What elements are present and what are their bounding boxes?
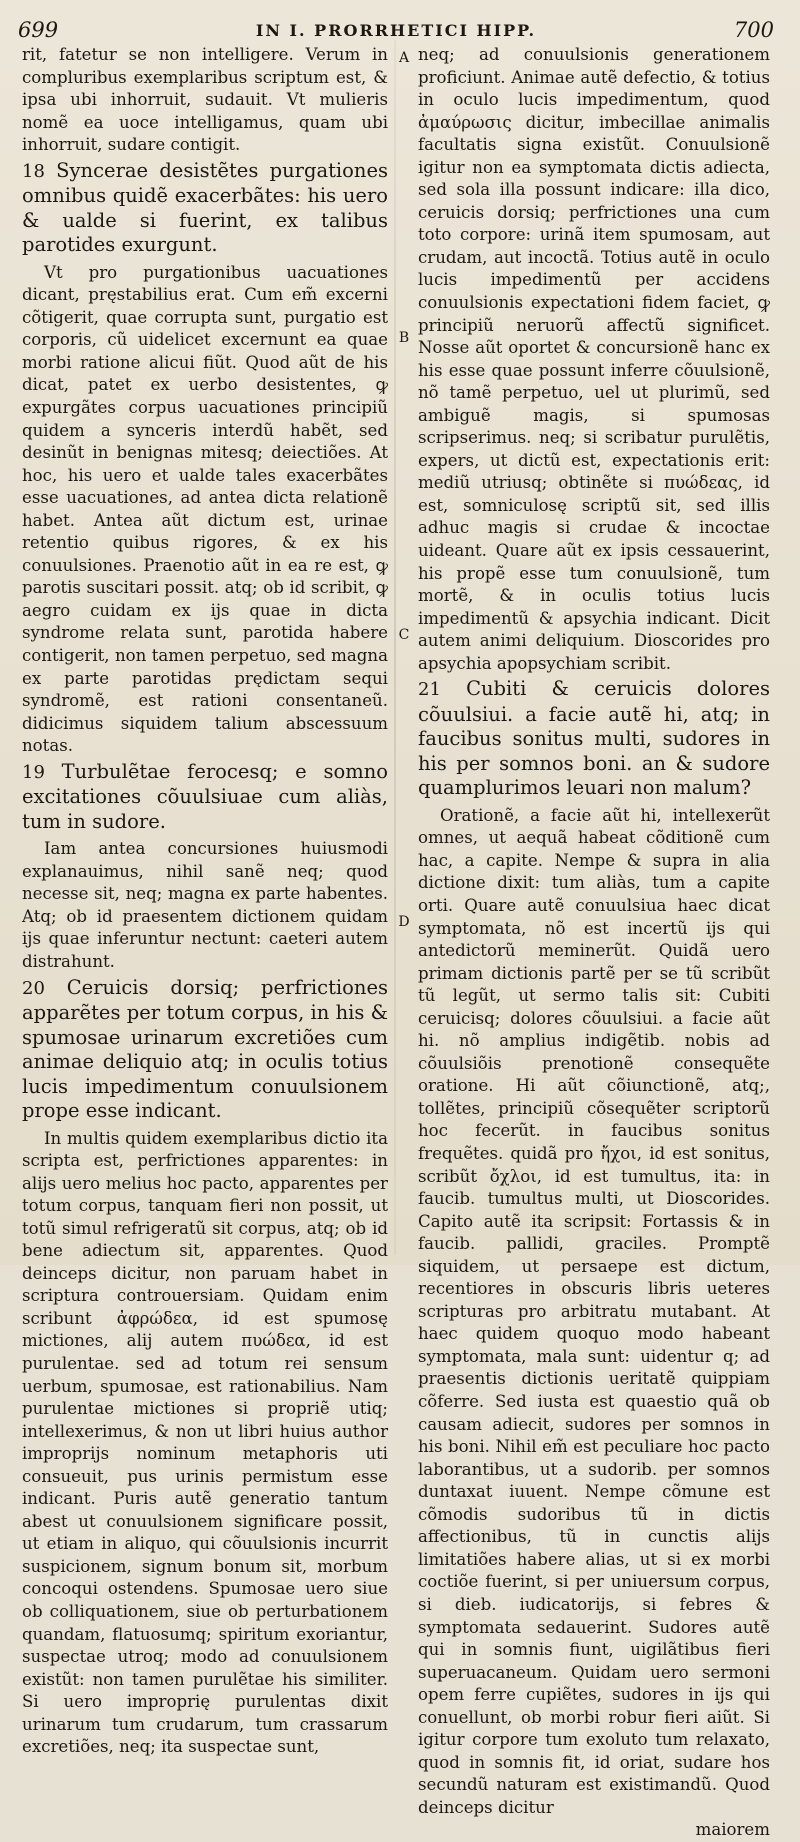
aphorism-number: 19: [22, 761, 45, 783]
commentary-paragraph: Iam antea concursiones huiusmodi explanauimus, nihil sanẽ neq; quod necesse sit, neq; magna ex parte habentes. Atq; ob id praesentem dictionem quidam ijs quae inferuntur nectunt: caeteri autem distrahunt.: [22, 839, 388, 971]
aphorism-text: Syncerae desistẽtes purgationes omnibus quidẽ exacerbãtes: his uero & ualde si fuerint, ex talibus parotides exurgunt.: [22, 158, 388, 257]
catchword: maiorem: [695, 1820, 770, 1840]
aphorism-text: Turbulẽtae ferocesq; e somno excitationes cõuulsiuae cum aliàs, tum in sudore.: [22, 759, 389, 833]
commentary-paragraph: Orationẽ, a facie aũt hi, intellexerũt omnes, ut aequã habeat cõditionẽ cum hac, a capite. Nempe & supra in alia dictione dixit: tum aliàs, tum a capite orti. Quare autẽ conuulsiua haec dicat symptomata, nõ est incertũ ijs qui antedictorũ meminerũt. Quidã uero primam dictionis partẽ per se tũ scribũt tũ legũt, ut sermo talis sit: Cubiti ceruicisq; dolores cõuulsiui. a facie aũt hi. nõ amplius indigẽtib. nobis ad cõuulsiõis prenotionẽ consequẽte oratione. Hi aũt cõiunctionẽ, atq;, tollẽtes, principiũ cõsequẽter scriptorũ hoc fecerũt. in faucibus sonitus frequẽtes. quidã pro ἤχοι, id est sonitus, scribũt ὄχλοι, id est tumultus, ita: in faucib. tumultus multi, ut Dioscorides. Capito autẽ ita scripsit: Fortassis & in faucib. pallidi, graciles. Promptẽ siquidem, ut persaepe est dictum, recentiores in obscuris libris ueteres scripturas pro arbitratu mutabant. At haec quidem quoquo modo habeant symptomata, mala sunt: uidentur q; ad praesentis dictionis ueritatẽ quippiam cõferre. Sed iusta est quaestio quã ob causam adiecit, sudores per somnos in his boni. Nihil em̃ est peculiare hoc pacto laborantibus, ut a sudorib. per somnos duntaxat iuuent. Nempe cõmune est cõmodis sudoribus tũ in dictis affectionibus, tũ in cunctis alijs limitatiões habere alias, ut si ex morbi coctiõe fuerint, si per uniuersum corpus, si dieb. iudicatorijs, si febres & symptomata sedauerint. Sudores autẽ qui in somnis fiunt, uigilãtibus fieri superuacaneum. Quidam uero sermoni opem ferre cupiẽtes, sudores in ijs qui conuellunt, ob morbi robur fieri aiũt. Si igitur corpore tum exoluto tum relaxato, quod in somnis fit, id oriat, sudare hos secundũ naturam est existimandũ. Quod deinceps dicitur: [418, 805, 770, 1817]
aphorism-21: [418, 677, 770, 801]
aphorism-20: [22, 976, 388, 1124]
margin-letters: [396, 44, 412, 1256]
aphorism-text: Ceruicis dorsiq; perfrictiones apparẽtes per totum corpus, in his & spumosae urinarum excretiões cum animae deliquio atq; in oculis totius lucis impedimentum conuulsionem prope esse indicant.: [22, 975, 388, 1123]
left-column: [22, 44, 389, 1757]
right-page-number: 700: [733, 18, 774, 42]
page-header: [18, 10, 774, 42]
aphorism-number: 18: [22, 160, 45, 182]
commentary-paragraph: neq; ad conuulsionis generationem proficiunt. Animae autẽ defectio, & totius in oculo lucis impedimentum, quod ἀμαύρωσις dicitur, imbecillae animalis facultatis signa existũt. Conuulsionẽ igitur non ea symptomata dictis adiecta, sed sola illa possunt indicare: illa dico, ceruicis dorsiq; perfrictiones una cum toto corpore: urinã item spumosam, aut crudam, aut incoctã. Totius autẽ in oculo lucis impedimentũ per accidens conuulsionis expectationi fidem faciet, ꝙ principiũ neruorũ affectũ significet. Nosse aũt oportet & concursionẽ hanc ex his esse quae possunt inferre cõuulsionẽ, nõ tamẽ perpetuo, uel ut plurimũ, sed ambiguẽ magis, si spumosas scripserimus. neq; si scribatur purulẽtis, expers, ut dictũ est, expectationis erit: mediũ utriusq; obtinẽte si πυώδεας, id est, somniculosę scriptũ sit, sed illis adhuc magis si crudae & incoctae uideant. Quare aũt ex ipsis cessauerint, his propẽ esse tum conuulsionẽ, tum mortẽ, & in oculis totius lucis impedimentũ & apsychia indicant. Dicit autem animi deliquium. Dioscorides pro apsychia apopsychiam scribit.: [418, 45, 770, 673]
margin-letter-c: C: [398, 627, 410, 643]
aphorism-18: [22, 159, 388, 258]
margin-letter-a: A: [398, 50, 410, 66]
aphorism-number: 20: [22, 977, 45, 999]
commentary-paragraph: rit, fatetur se non intelligere. Verum in compluribus exemplaribus scriptum est, & ipsa ubi inhorruit, sudauit. Vt mulieris nomẽ ea uoce intelligamus, quam ubi inhorruit, sudare contigit.: [22, 45, 388, 155]
aphorism-19: [22, 760, 388, 835]
commentary-paragraph: Vt pro purgationibus uacuationes dicant, pręstabilius erat. Cum em̃ excerni cõtigerit, quae corrupta sunt, purgatio est corporis, cũ uidelicet excernunt ea quae morbi ratione alicui fiũt. Quod aũt de his dicat, patet ex uerbo desistentes, ꝙ expurgãtes corpus uacuationes principiũ quidem a synceris interdũ habẽt, sed desinũt in benignas mitesq; deiectiões. At hoc, his uero et ualde tales exacerbãtes esse uacuationes, ad antea dicta relationẽ habet. Antea aũt dictum est, urinae retentio quibus rigores, & ex his conuulsiones. Praenotio aũt in ea re est, ꝙ parotis suscitari possit. atq; ob id scribit, ꝙ aegro cuidam ex ijs quae in dicta syndrome relata sunt, parotida habere contigerit, non tamen perpetuo, sed magna ex parte parotidas prędictam sequi syndromẽ, est rationi consentaneũ. didicimus siquidem talium abscessuum notas.: [22, 262, 388, 756]
aphorism-number: 21: [418, 679, 441, 701]
left-page-number: 699: [18, 18, 59, 42]
margin-letter-d: D: [398, 914, 410, 930]
aphorism-text: Cubiti & ceruicis dolores cõuulsiui. a facie autẽ hi, atq; in faucibus sonitus multi, sudores in his per somnos boni. an & sudore quamplurimos leuari non malum?: [418, 677, 770, 800]
margin-letter-b: B: [398, 330, 410, 346]
running-title: IN I. PRORRHETICI HIPP.: [255, 21, 537, 40]
right-column: [418, 44, 770, 1840]
commentary-paragraph: In multis quidem exemplaribus dictio ita scripta est, perfrictiones apparentes: in alijs uero melius hoc pacto, apparentes per totum corpus, tanquam fieri non possit, ut totũ simul refrigeratũ sit corpus, atq; ob id bene adiectum sit, apparentes. Quod deinceps dicitur, non paruam habet in scriptura controuersiam. Quidam enim scribunt ἀφρώδεα, id est spumosę mictiones, alij autem πυώδεα, id est purulentae. sed ad totum rei sensum uerbum, spumosae, est rationabilius. Nam purulentae mictiones si propriẽ utiq; intellexerimus, & non ut libri huius author improprijs nominum metaphoris uti consueuit, pus urinis permistum esse indicant. Puris autẽ generatio tantum abest ut conuulsionem significare possit, ut etiam in aliquo, qui cõuulsionis incurrit suspicionem, signum bonum sit, morbum concoqui ostendens. Spumosae uero siue ob colliquationem, siue ob perturbationem quandam, flatuosumq; spiritum exoriantur, suspectae utroq; modo ad conuulsionem existũt: non tamen purulẽtae his similiter. Si uero improprię purulentas dixit urinarum tum crudarum, tum crassarum excretiões, neq; ita suspectae sunt,: [22, 1128, 388, 1757]
